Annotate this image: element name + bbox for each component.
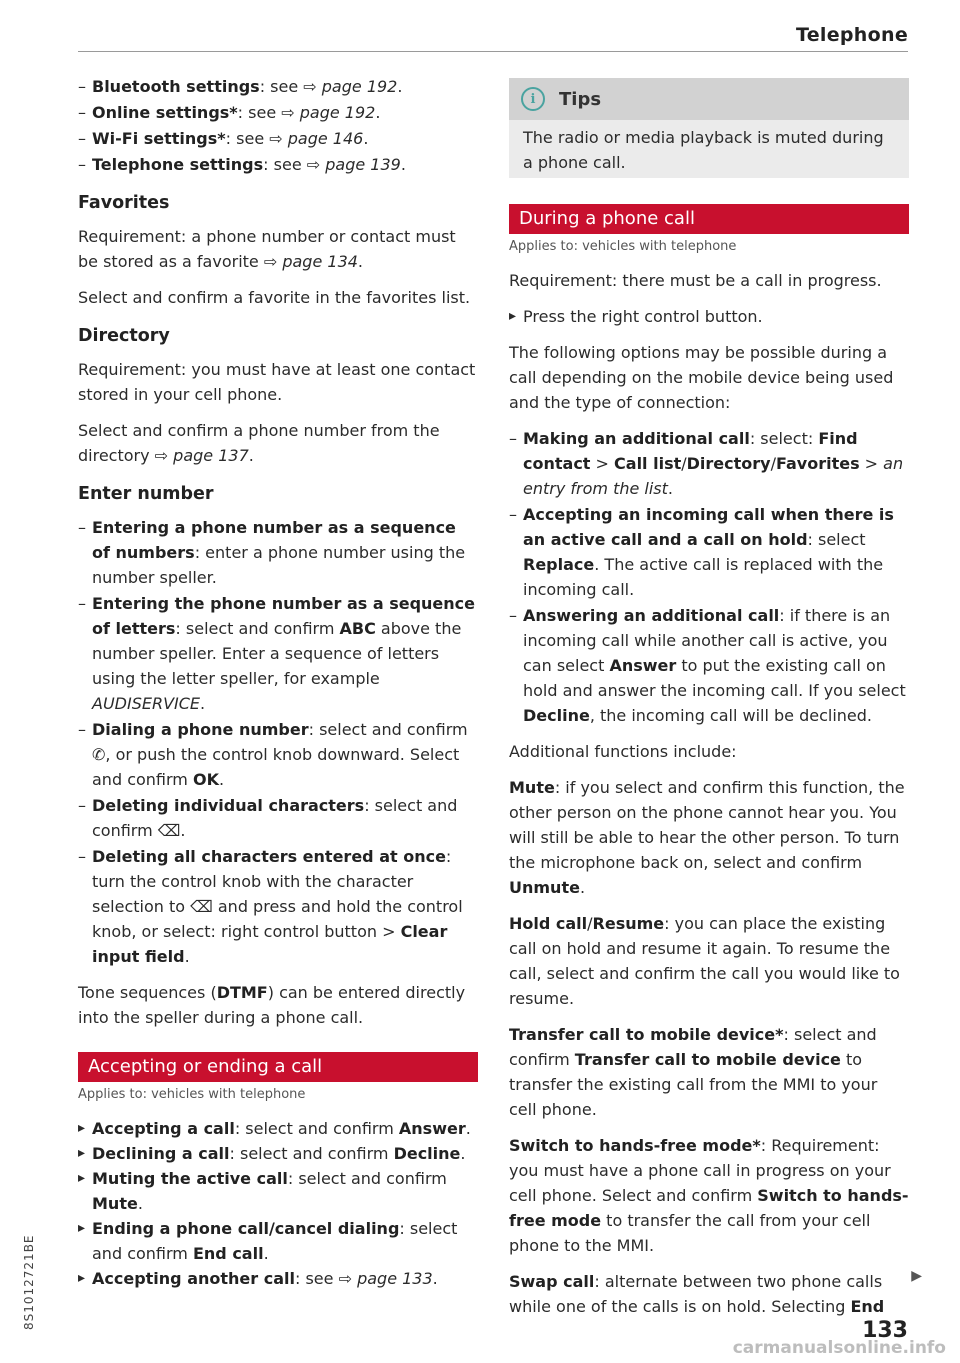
favorites-requirement: Requirement: a phone number or contact must be stored as a favorite ⇨ page 134.: [78, 227, 456, 271]
page-header-title: Telephone: [795, 24, 908, 46]
during-requirement: Requirement: there must be a call in progress.: [509, 271, 882, 290]
page-link[interactable]: ⇨ page 139: [306, 155, 401, 174]
list-item: – Dialing a phone number: select and confirm ✆, or push the control knob downward. Select and confirm OK.: [78, 717, 478, 792]
list-item: ▸ Accepting another call: see ⇨ page 133.: [78, 1266, 478, 1291]
continue-arrow-icon: ▶: [911, 1268, 922, 1284]
page-link[interactable]: ⇨ page 192: [281, 103, 376, 122]
document-code: 8S1012721BE: [22, 1234, 36, 1330]
tips-box: [509, 78, 909, 178]
dtmf-note: Tone sequences (DTMF) can be entered directly into the speller during a phone call.: [78, 983, 466, 1027]
switch-paragraph: Switch to hands-free mode*: Requirement: you must have a phone call in progress on your cell phone. Select and confirm Switch to hands-free mode to transfer the call from your cell phone to the MMI.: [509, 1136, 909, 1255]
hold-paragraph: Hold call/Resume: you can place the existing call on hold and resume it again. To resume the call, select and confirm the call you would like to resume.: [509, 914, 900, 1008]
page-number: 133: [862, 1318, 908, 1343]
list-item: – Wi-Fi settings*: see ⇨ page 146.: [78, 126, 478, 151]
section-heading-during: During a phone call: [509, 204, 909, 234]
during-steps: [509, 304, 909, 329]
during-options-list: [509, 426, 909, 728]
header-rule: [78, 51, 908, 52]
during-options-intro: The following options may be possible during a call depending on the mobile device being used and the type of connection:: [509, 343, 894, 412]
right-column: [509, 78, 909, 1330]
list-item: – Entering the phone number as a sequence of letters: select and confirm ABC above the number speller. Enter a sequence of letters using the letter speller, for example AUDISERVICE.: [78, 591, 478, 716]
list-item: – Telephone settings: see ⇨ page 139.: [78, 152, 478, 177]
tips-header: [509, 78, 909, 120]
page-link[interactable]: ⇨ page 146: [269, 129, 364, 148]
settings-list: [78, 74, 478, 177]
list-item: – Accepting an incoming call when there is an active call and a call on hold: select Replace. The active call is replaced with the incoming call.: [509, 502, 909, 602]
list-item: ▸ Ending a phone call/cancel dialing: select and confirm End call.: [78, 1216, 478, 1266]
section-heading-accepting: Accepting or ending a call: [78, 1052, 478, 1082]
page-link[interactable]: ⇨ page 192: [303, 77, 398, 96]
swap-paragraph: Swap call: alternate between two phone calls while one of the calls is on hold. Selecting End: [509, 1272, 885, 1316]
page-link[interactable]: ⇨ page 133: [338, 1269, 433, 1288]
backspace-icon: ⌫: [157, 821, 181, 840]
heading-enter-number: Enter number: [78, 484, 214, 504]
list-item: – Bluetooth settings: see ⇨ page 192.: [78, 74, 478, 99]
heading-favorites: Favorites: [78, 193, 170, 213]
mute-paragraph: Mute: if you select and confirm this function, the other person on the phone cannot hear you. You will still be able to hear the other person. To turn the microphone back on, select and confirm Unmute.: [509, 778, 905, 897]
list-item: ▸ Muting the active call: select and confirm Mute.: [78, 1166, 478, 1216]
applies-to: Applies to: vehicles with telephone: [78, 1087, 306, 1102]
left-column: [78, 74, 478, 1302]
applies-to: Applies to: vehicles with telephone: [509, 239, 737, 254]
list-item: – Making an additional call: select: Find contact > Call list/Directory/Favorites > an entry from the list.: [509, 426, 909, 501]
phone-icon: ✆: [92, 745, 106, 764]
list-item: ▸ Accepting a call: select and confirm Answer.: [78, 1116, 478, 1141]
list-item: ▸ Press the right control button.: [509, 304, 909, 329]
additional-functions: Additional functions include:: [509, 742, 737, 761]
tips-title: Tips: [559, 88, 602, 110]
list-item: – Deleting individual characters: select and confirm ⌫.: [78, 793, 478, 843]
transfer-paragraph: Transfer call to mobile device*: select and confirm Transfer call to mobile device to transfer the existing call from the MMI to your cell phone.: [509, 1025, 878, 1119]
info-icon: i: [521, 87, 545, 111]
page-link[interactable]: ⇨ page 137: [154, 446, 249, 465]
directory-select: Select and confirm a phone number from the directory ⇨ page 137.: [78, 421, 440, 465]
list-item: – Entering a phone number as a sequence of numbers: enter a phone number using the number speller.: [78, 515, 478, 590]
list-item: – Answering an additional call: if there is an incoming call while another call is active, you can select Answer to put the existing call on hold and answer the incoming call. If you select Decline, the incoming call will be declined.: [509, 603, 909, 728]
page-link[interactable]: ⇨ page 134: [263, 252, 358, 271]
tips-text: The radio or media playback is muted during a phone call.: [523, 128, 884, 172]
accept-steps-list: [78, 1116, 478, 1291]
directory-requirement: Requirement: you must have at least one contact stored in your cell phone.: [78, 360, 476, 404]
list-item: – Online settings*: see ⇨ page 192.: [78, 100, 478, 125]
enter-number-list: [78, 515, 478, 969]
watermark: carmanualsonline.info: [732, 1338, 946, 1358]
list-item: ▸ Declining a call: select and confirm Decline.: [78, 1141, 478, 1166]
heading-directory: Directory: [78, 326, 170, 346]
list-item: – Deleting all characters entered at once: turn the control knob with the character selection to ⌫ and press and hold the control knob, or select: right control button > Clear input field.: [78, 844, 478, 969]
favorites-select: Select and confirm a favorite in the favorites list.: [78, 288, 471, 307]
backspace-icon: ⌫: [190, 897, 213, 916]
